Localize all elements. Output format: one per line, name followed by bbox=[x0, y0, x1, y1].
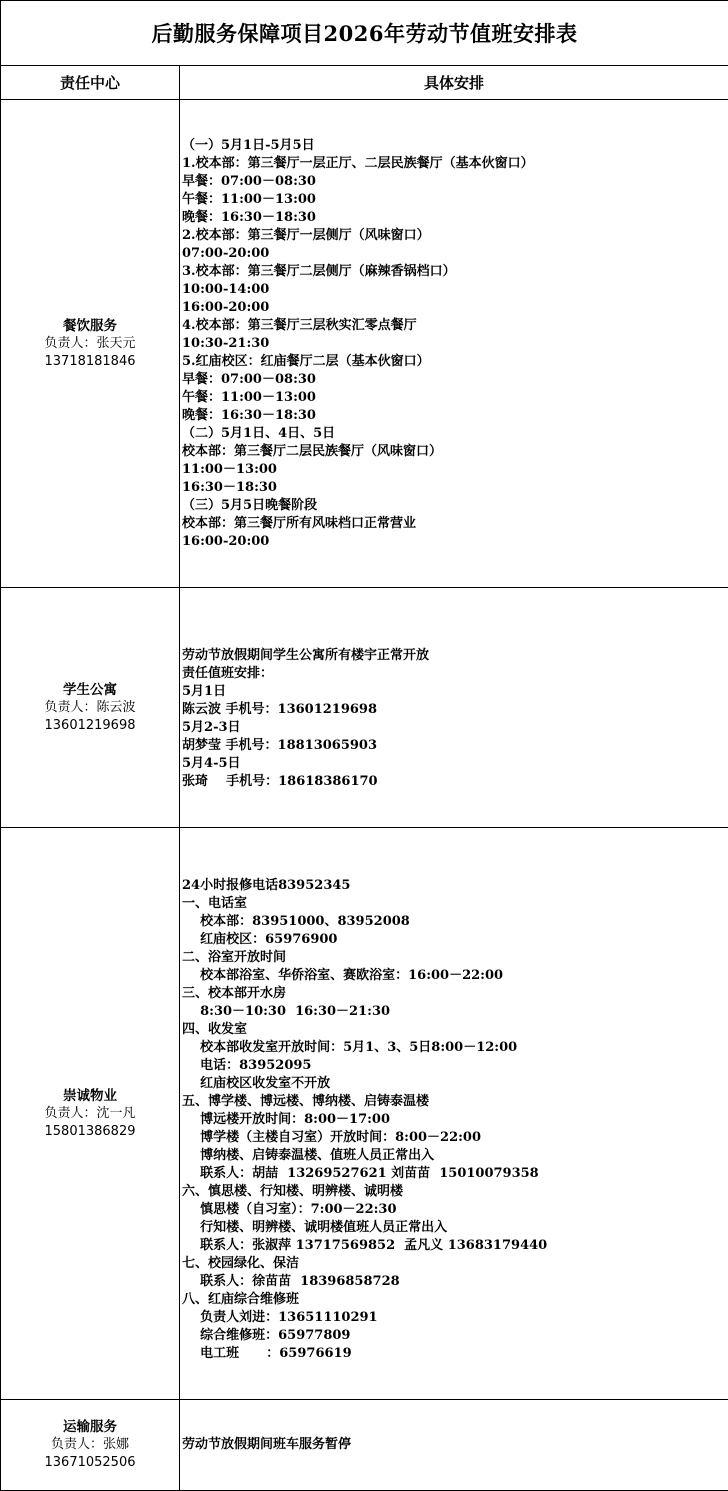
arrangement-line: 晚餐：16:30－18:30 bbox=[182, 209, 728, 227]
arrangement-cell bbox=[180, 828, 728, 1400]
table-row bbox=[1, 1400, 728, 1491]
arrangement-line: 校本部：第三餐厅所有风味档口正常营业 bbox=[182, 515, 728, 533]
arrangement-line: （三）5月5日晚餐阶段 bbox=[182, 497, 728, 515]
arrangement-line: 11:00－13:00 bbox=[182, 461, 728, 479]
arrangement-line: 10:30-21:30 bbox=[182, 335, 728, 353]
arrangement-line: 5.红庙校区：红庙餐厅二层（基本伙窗口） bbox=[182, 353, 728, 371]
arrangement-line: 胡梦莹 手机号：18813065903 bbox=[182, 737, 728, 755]
center-person: 负责人：沈一凡 bbox=[1, 1105, 179, 1123]
page-title: 后勤服务保障项目2026年劳动节值班安排表 bbox=[1, 1, 728, 66]
arrangement-lines bbox=[182, 624, 728, 791]
arrangement-line: 劳动节放假期间学生公寓所有楼宇正常开放 bbox=[182, 647, 728, 665]
arrangement-line: 校本部收发室开放时间：5月1、3、5日8:00－12:00 bbox=[182, 1039, 728, 1057]
arrangement-line: 午餐：11:00－13:00 bbox=[182, 389, 728, 407]
arrangement-line: 博学楼（主楼自习室）开放时间：8:00－22:00 bbox=[182, 1129, 728, 1147]
arrangement-line: 电话：83952095 bbox=[182, 1057, 728, 1075]
arrangement-line: 07:00-20:00 bbox=[182, 245, 728, 263]
arrangement-lines bbox=[182, 136, 728, 551]
center-cell bbox=[1, 100, 180, 588]
header-center: 责任中心 bbox=[1, 66, 180, 100]
arrangement-line: 六、慎思楼、行知楼、明辨楼、诚明楼 bbox=[182, 1183, 728, 1201]
arrangement-line: 一、电话室 bbox=[182, 895, 728, 913]
arrangement-cell bbox=[180, 1400, 728, 1491]
arrangement-line: （二）5月1日、4日、5日 bbox=[182, 425, 728, 443]
arrangement-line: 联系人：徐苗苗 18396858728 bbox=[182, 1273, 728, 1291]
arrangement-line: 责任值班安排： bbox=[182, 665, 728, 683]
center-name: 运输服务 bbox=[1, 1418, 179, 1436]
arrangement-line: 16:00-20:00 bbox=[182, 533, 728, 551]
arrangement-line: 5月2-3日 bbox=[182, 719, 728, 737]
table-row bbox=[1, 100, 728, 588]
center-person: 负责人：陈云波 bbox=[1, 699, 179, 717]
arrangement-line: 三、校本部开水房 bbox=[182, 985, 728, 1003]
arrangement-line: 晚餐：16:30－18:30 bbox=[182, 407, 728, 425]
arrangement-line: 联系人：胡喆 13269527621 刘苗苗 15010079358 bbox=[182, 1165, 728, 1183]
arrangement-cell bbox=[180, 100, 728, 588]
arrangement-line: 校本部浴室、华侨浴室、赛欧浴室：16:00－22:00 bbox=[182, 967, 728, 985]
arrangement-line: 四、收发室 bbox=[182, 1021, 728, 1039]
arrangement-line: 博远楼开放时间：8:00－17:00 bbox=[182, 1111, 728, 1129]
arrangement-cell bbox=[180, 588, 728, 828]
center-person: 负责人：张天元 bbox=[1, 335, 179, 353]
arrangement-line: 午餐：11:00－13:00 bbox=[182, 191, 728, 209]
arrangement-line: 联系人：张淑萍 13717569852 孟凡义 13683179440 bbox=[182, 1237, 728, 1255]
arrangement-line: 电工班 ：65976619 bbox=[182, 1345, 728, 1363]
table-row bbox=[1, 588, 728, 828]
arrangement-line: 早餐：07:00－08:30 bbox=[182, 173, 728, 191]
arrangement-line: 2.校本部：第三餐厅一层侧厅（风味窗口） bbox=[182, 227, 728, 245]
arrangement-line: 8:30－10:30 16:30－21:30 bbox=[182, 1003, 728, 1021]
arrangement-line: 行知楼、明辨楼、诚明楼值班人员正常出入 bbox=[182, 1219, 728, 1237]
arrangement-line: 八、红庙综合维修班 bbox=[182, 1291, 728, 1309]
center-phone: 13671052506 bbox=[1, 1454, 179, 1472]
arrangement-line: 博纳楼、启铸泰温楼、值班人员正常出入 bbox=[182, 1147, 728, 1165]
center-phone: 13601219698 bbox=[1, 717, 179, 735]
arrangement-line: 红庙校区：65976900 bbox=[182, 931, 728, 949]
arrangement-line: 校本部：83951000、83952008 bbox=[182, 913, 728, 931]
arrangement-line: 慎思楼（自习室）：7:00－22:30 bbox=[182, 1201, 728, 1219]
center-cell bbox=[1, 828, 180, 1400]
arrangement-line: 二、浴室开放时间 bbox=[182, 949, 728, 967]
center-phone: 15801386829 bbox=[1, 1123, 179, 1141]
arrangement-line: 负责人刘进：13651110291 bbox=[182, 1309, 728, 1327]
header-arrangement: 具体安排 bbox=[180, 66, 728, 100]
arrangement-line: 五、博学楼、博远楼、博纳楼、启铸泰温楼 bbox=[182, 1093, 728, 1111]
arrangement-line: 红庙校区收发室不开放 bbox=[182, 1075, 728, 1093]
arrangement-line: 10:00-14:00 bbox=[182, 281, 728, 299]
arrangement-line: 综合维修班：65977809 bbox=[182, 1327, 728, 1345]
arrangement-line: 陈云波 手机号：13601219698 bbox=[182, 701, 728, 719]
arrangement-line: 5月4-5日 bbox=[182, 755, 728, 773]
center-name: 餐饮服务 bbox=[1, 317, 179, 335]
arrangement-line: 24小时报修电话83952345 bbox=[182, 877, 728, 895]
arrangement-line: （一）5月1日-5月5日 bbox=[182, 137, 728, 155]
center-cell bbox=[1, 1400, 180, 1491]
table-row bbox=[1, 828, 728, 1400]
arrangement-line: 张琦 手机号：18618386170 bbox=[182, 773, 728, 791]
center-name: 崇诚物业 bbox=[1, 1087, 179, 1105]
arrangement-line: 校本部：第三餐厅二层民族餐厅（风味窗口） bbox=[182, 443, 728, 461]
arrangement-line: 1.校本部：第三餐厅一层正厅、二层民族餐厅（基本伙窗口） bbox=[182, 155, 728, 173]
arrangement-line: 16:00-20:00 bbox=[182, 299, 728, 317]
center-cell bbox=[1, 588, 180, 828]
arrangement-line: 早餐：07:00－08:30 bbox=[182, 371, 728, 389]
arrangement-line: 七、校园绿化、保洁 bbox=[182, 1255, 728, 1273]
center-person: 负责人：张娜 bbox=[1, 1436, 179, 1454]
arrangement-line: 劳动节放假期间班车服务暂停 bbox=[182, 1436, 728, 1454]
arrangement-lines bbox=[182, 864, 728, 1363]
arrangement-line: 4.校本部：第三餐厅三层秋实汇零点餐厅 bbox=[182, 317, 728, 335]
arrangement-lines bbox=[182, 1436, 728, 1454]
arrangement-line: 3.校本部：第三餐厅二层侧厅（麻辣香锅档口） bbox=[182, 263, 728, 281]
center-name: 学生公寓 bbox=[1, 681, 179, 699]
arrangement-line: 16:30－18:30 bbox=[182, 479, 728, 497]
arrangement-line: 5月1日 bbox=[182, 683, 728, 701]
center-phone: 13718181846 bbox=[1, 353, 179, 371]
